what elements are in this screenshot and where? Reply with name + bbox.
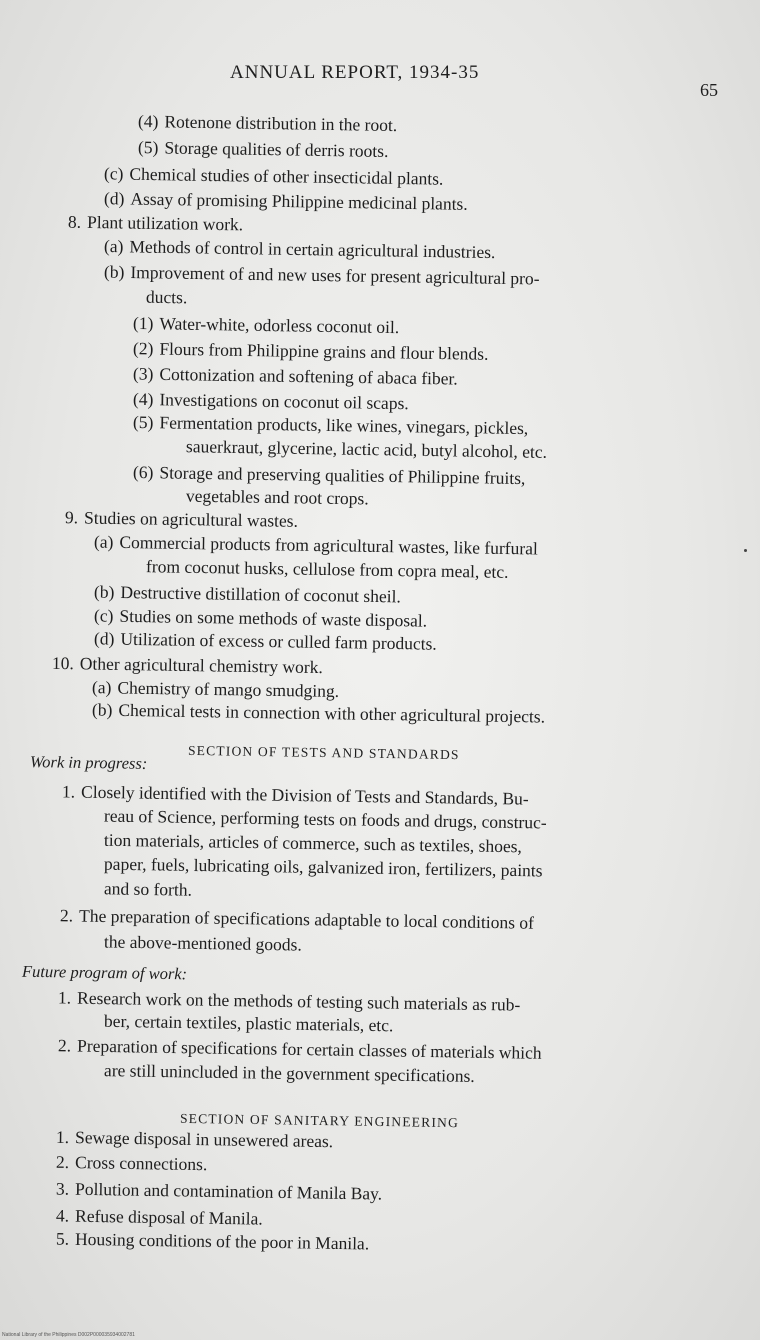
list-item-continuation: the above-mentioned goods. [103, 931, 302, 955]
list-item: 8. Plant utilization work. [67, 211, 244, 235]
list-item-continuation: sauerkraut, glycerine, lactic acid, butyl alcohol, etc. [185, 436, 548, 462]
running-title: ANNUAL REPORT, 1934-35 [230, 62, 480, 83]
list-item: 9. Studies on agricultural wastes. [64, 507, 299, 531]
list-item: (d) Assay of promising Philippine medicinal plants. [103, 188, 468, 214]
list-item-continuation: reau of Science, performing tests on foods and drugs, construc- [103, 805, 547, 833]
list-item: (a) Commercial products from agricultural wastes, like furfural [93, 531, 538, 559]
list-item-continuation: tion materials, articles of commerce, such as textiles, shoes, [103, 829, 523, 857]
list-item-continuation: paper, fuels, lubricating oils, galvanized iron, fertilizers, paints [103, 853, 543, 881]
list-item: 10. Other agricultural chemistry work. [51, 652, 323, 678]
list-item: (4) Rotenone distribution in the root. [137, 110, 398, 136]
list-item-continuation: and so forth. [103, 878, 193, 900]
list-item: 1. Research work on the methods of testing such materials as rub- [57, 987, 521, 1015]
list-item: 2. Preparation of specifications for certain classes of materials which [57, 1035, 542, 1063]
list-item-continuation: vegetables and root crops. [185, 485, 369, 509]
list-item: (b) Destructive distillation of coconut sheil. [93, 581, 401, 607]
list-item: (b) Improvement of and new uses for present agricultural pro- [103, 261, 540, 289]
list-item: (c) Chemical studies of other insecticidal plants. [103, 163, 444, 189]
list-item-continuation: are still unincluded in the government specifications. [103, 1060, 475, 1086]
list-item: (2) Flours from Philippine grains and flour blends. [132, 338, 489, 364]
section-heading: SECTION OF SANITARY ENGINEERING [179, 1110, 460, 1131]
list-item: (4) Investigations on coconut oil scaps. [132, 388, 409, 414]
list-item: (d) Utilization of excess or culled farm products. [93, 628, 437, 654]
page-number: 65 [700, 80, 718, 100]
list-item: (1) Water-white, odorless coconut oil. [132, 312, 400, 338]
subheading: Future program of work: [21, 961, 188, 984]
list-item: 5. Housing conditions of the poor in Manila. [55, 1228, 370, 1254]
list-item: 3. Pollution and contamination of Manila Bay. [55, 1178, 383, 1204]
list-item: (6) Storage and preserving qualities of Philippine fruits, [132, 461, 526, 489]
list-item-continuation: ducts. [145, 286, 188, 308]
speck [744, 549, 747, 552]
list-item: (a) Methods of control in certain agricultural industries. [103, 235, 496, 263]
list-item: 4. Refuse disposal of Manila. [55, 1205, 263, 1229]
list-item: (5) Fermentation products, like wines, vinegars, pickles, [132, 411, 529, 439]
list-item-continuation: ber, certain textiles, plastic materials, etc. [103, 1010, 394, 1036]
list-item: 2. Cross connections. [55, 1151, 208, 1175]
subheading: Work in progress: [29, 752, 148, 773]
list-item: (c) Studies on some methods of waste disposal. [93, 605, 428, 631]
list-item: (5) Storage qualities of derris roots. [137, 137, 389, 161]
list-item: (b) Chemical tests in connection with other agricultural projects. [91, 699, 546, 727]
list-item: 1. Closely identified with the Division of Tests and Standards, Bu- [61, 781, 529, 809]
list-item: 1. Sewage disposal in unsewered areas. [55, 1126, 334, 1152]
list-item-continuation: from coconut husks, cellulose from copra meal, etc. [145, 556, 509, 582]
list-item: (3) Cottonization and softening of abaca fiber. [132, 363, 458, 389]
list-item: (a) Chemistry of mango smudging. [91, 677, 340, 701]
page-header [0, 62, 760, 100]
section-heading: SECTION OF TESTS AND STANDARDS [187, 742, 460, 763]
footer-note: National Library of the Philippines D002P000035934002781 [2, 1332, 135, 1338]
list-item: 2. The preparation of specifications adaptable to local conditions of [59, 905, 535, 933]
